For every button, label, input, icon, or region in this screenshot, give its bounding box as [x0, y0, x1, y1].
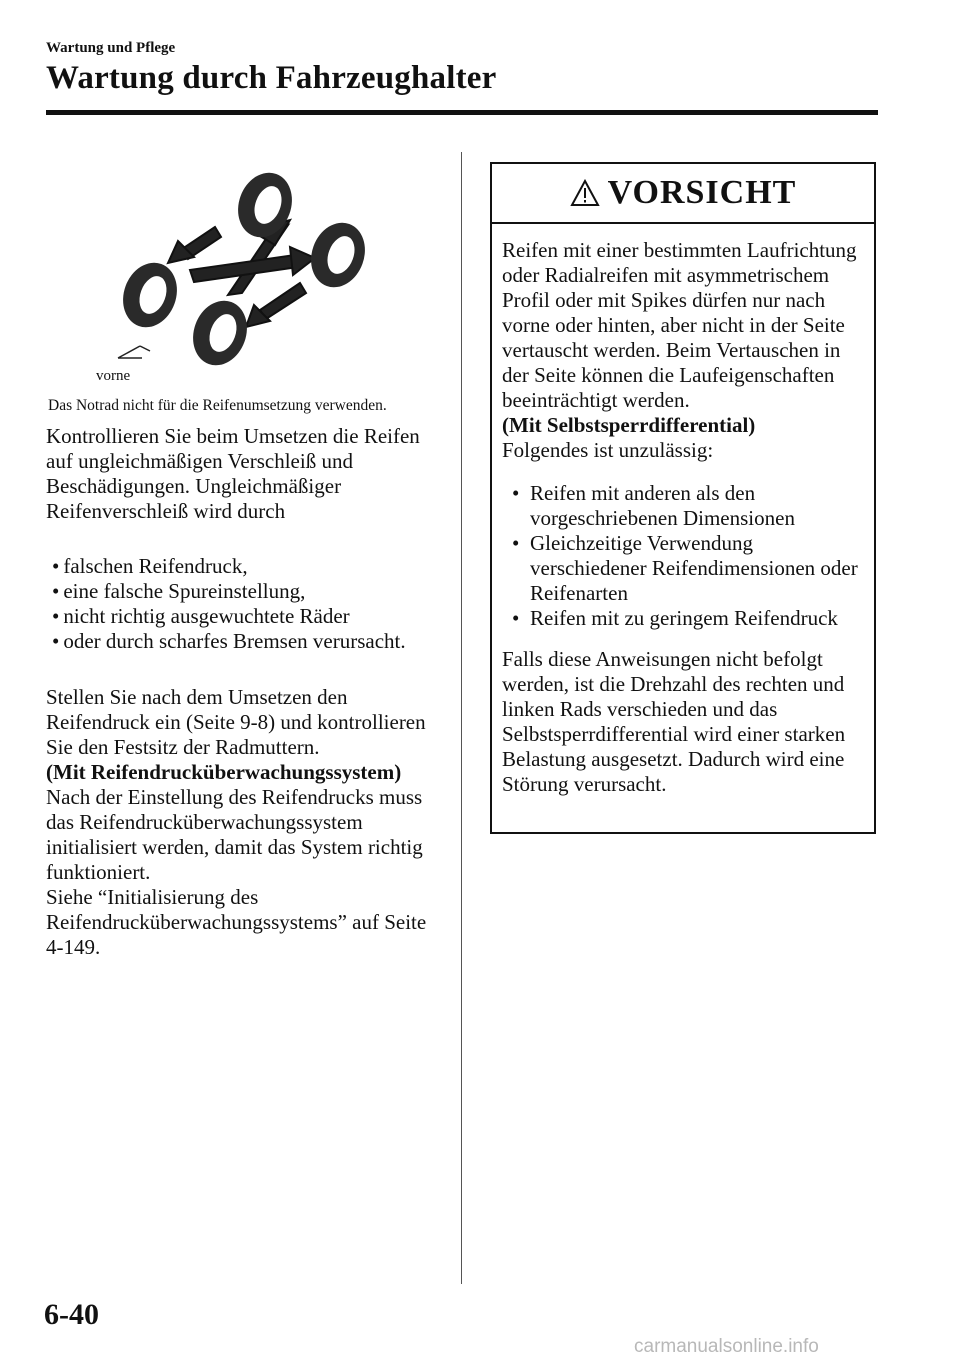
lsd-heading: (Mit Selbstsperrdifferential): [502, 413, 756, 437]
caution-box: [490, 162, 876, 834]
front-direction-arrow-icon: [118, 346, 150, 358]
list-item: • nicht richtig ausgewuchtete Räder: [52, 604, 446, 629]
page-title: Wartung durch Fahrzeughalter: [46, 60, 497, 96]
page-number: 6-40: [44, 1298, 99, 1331]
prohibited-list: [502, 481, 866, 631]
column-divider: [461, 152, 462, 1284]
figure-label-front: vorne: [96, 368, 131, 384]
caution-title: VORSICHT: [607, 174, 797, 211]
warning-triangle-icon: [570, 179, 600, 207]
section-label: Wartung und Pflege: [46, 40, 176, 56]
caution-header: [492, 164, 874, 224]
list-item: • falschen Reifendruck,: [52, 554, 446, 579]
title-rule: [46, 110, 878, 115]
tpms-heading: (Mit Reifendrucküberwachungssystem): [46, 760, 402, 784]
figure-caption: Das Notrad nicht für die Reifenumsetzung verwenden.: [48, 397, 387, 414]
adjust-paragraph: Stellen Sie nach dem Umsetzen den Reifendruck ein (Seite 9-8) und kontrollieren Sie den Festsitz der Radmuttern.: [46, 685, 426, 759]
list-item: • Reifen mit zu geringem Reifendruck: [502, 606, 866, 631]
reference-paragraph: Siehe “Initialisierung des Reifendrucküberwachungssystems” auf Seite 4-149.: [46, 885, 427, 959]
lsd-text: Folgendes ist unzulässig:: [502, 438, 714, 462]
intro-paragraph: Kontrollieren Sie beim Umsetzen die Reifen auf ungleichmäßigen Verschleiß und Beschädigungen. Ungleichmäßiger Reifenverschleiß wird durch: [46, 424, 420, 523]
caution-intro: Reifen mit einer bestimmten Laufrichtung oder Radialreifen mit asymmetrischem Profil oder mit Spikes dürfen nur nach vorne oder hinten, aber nicht in der Seite vertauscht werden. Beim Vertauschen in der Seite können die Laufeigenschaften beeinträchtigt werden.: [502, 238, 857, 412]
consequence-paragraph: Falls diese Anweisungen nicht befolgt werden, ist die Drehzahl des rechten und linken Rads verschieden und das Selbstsperrdifferential wird einer starken Belastung ausgesetzt. Dadurch wird eine Störung verursacht.: [502, 647, 846, 796]
caution-body: [492, 224, 874, 797]
left-column: [46, 424, 446, 960]
watermark: carmanualsonline.info: [634, 1336, 819, 1357]
tpms-paragraph: Nach der Einstellung des Reifendrucks muss das Reifendrucküberwachungssystem initialisiert werden, damit das System richtig funktioniert.: [46, 785, 423, 884]
wear-causes-list: [52, 554, 446, 654]
list-item: • oder durch scharfes Bremsen verursacht.: [52, 629, 446, 654]
list-item: • Gleichzeitige Verwendung verschiedener Reifendimensionen oder Reifenarten: [502, 531, 866, 606]
tire-rotation-diagram: [90, 165, 390, 390]
list-item: • Reifen mit anderen als den vorgeschriebenen Dimensionen: [502, 481, 866, 531]
list-item: • eine falsche Spureinstellung,: [52, 579, 446, 604]
rear-arrow-body: [260, 283, 306, 319]
